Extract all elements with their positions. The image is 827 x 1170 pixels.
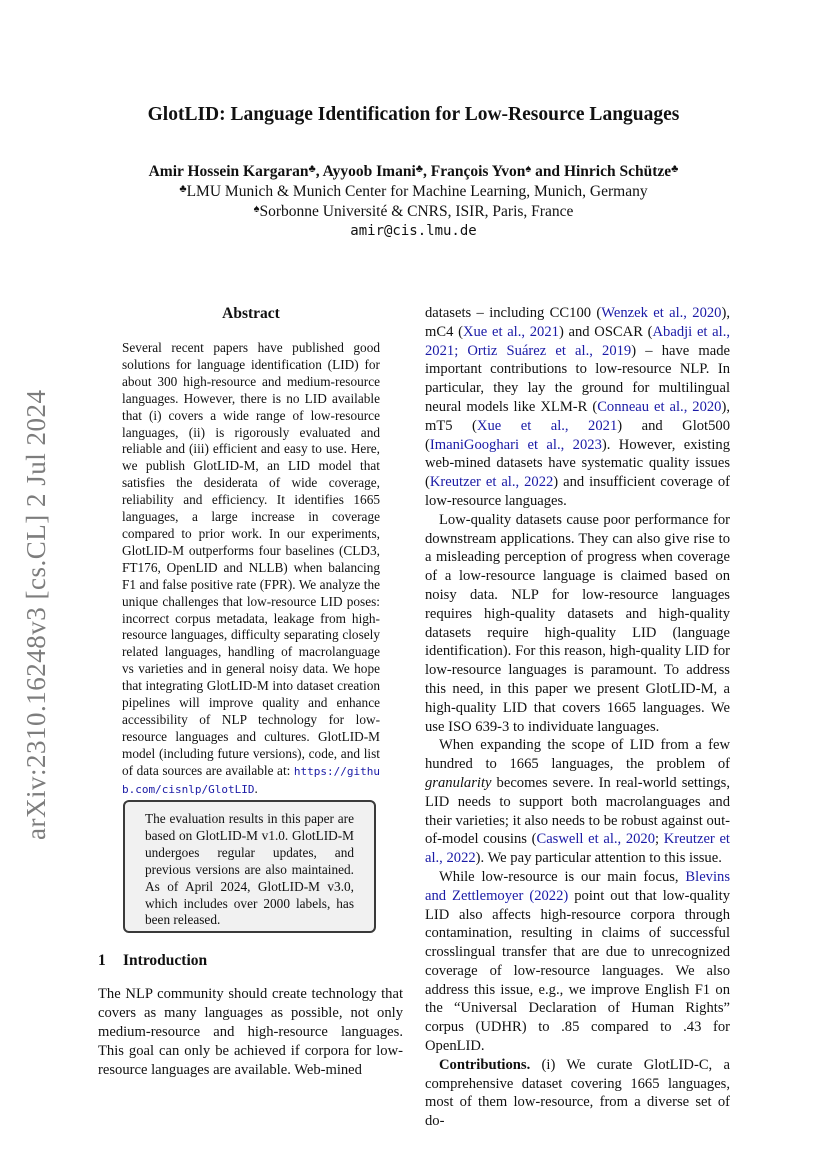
- github-link[interactable]: https://github.com/cisnlp/GlotLID: [122, 764, 380, 796]
- version-note-text: The evaluation results in this paper are based on GlotLID-M v1.0. GlotLID-M undergoes regular updates, and previous versions are also maintained. As of April 2024, GlotLID-M v3.0, which includes over 2000 labels, has been released.: [145, 811, 354, 928]
- right-column: [425, 304, 730, 1131]
- citation-link[interactable]: ImaniGooghari et al., 2023: [429, 436, 602, 453]
- author-list: Amir Hossein Kargaran♣, Ayyoob Imani♣, François Yvon♠ and Hinrich Schütze♣: [148, 163, 679, 180]
- paragraph: While low-resource is our main focus, Blevins and Zettlemoyer (2022) point out that low-quality LID also affects high-resource corpora through contamination, resulting in claims of successful crosslingual transfer that are due to unrecognized coverage of low-resource languages. We also address this issue, e.g., we improve English F1 on the “Universal Declaration of Human Rights” corpus (UDHR) to .85 compared to .43 for OpenLID.: [425, 868, 730, 1055]
- contributions-label: Contributions.: [439, 1056, 531, 1073]
- citation-link[interactable]: Xue et al., 2021: [476, 417, 618, 434]
- contact-email[interactable]: amir@cis.lmu.de: [350, 223, 477, 239]
- abstract-heading: Abstract: [222, 305, 280, 322]
- paragraph: When expanding the scope of LID from a few hundred to 1665 languages, the problem of granularity becomes severe. In real-world settings, LID needs to support both macrolanguages and their varieties; it also needs to be robust against out-of-model cousins (Caswell et al., 2020; Kreutzer et al., 2022). We pay particular attention to this issue.: [425, 737, 730, 867]
- version-note-box: [123, 800, 376, 933]
- section-title: Introduction: [123, 952, 208, 969]
- author-name: Ayyoob Imani: [322, 163, 416, 180]
- section-number: 1: [98, 952, 106, 969]
- citation-link[interactable]: Blevins and Zettlemoyer (2022): [425, 868, 730, 904]
- citation-link[interactable]: Kreutzer et al., 2022: [429, 474, 554, 491]
- author-name: Amir Hossein Kargaran: [148, 163, 309, 180]
- emphasis-term: granularity: [425, 774, 492, 791]
- citation-link[interactable]: Caswell et al., 2020: [536, 831, 656, 848]
- citation-link[interactable]: Wenzek et al., 2020: [601, 305, 722, 321]
- introduction-paragraph: The NLP community should create technology that covers as many languages as possible, not only medium-resource and high-resource languages. This goal can only be achieved if corpora for low-resource languages are available. Web-mined: [98, 986, 403, 1078]
- author-name: Hinrich Schütze: [563, 163, 672, 180]
- arxiv-id: arXiv:2310.16248v3 [cs.CL] 2 Jul 2024: [21, 389, 51, 840]
- club-symbol: ♣: [179, 183, 187, 195]
- section-heading-introduction: [98, 952, 207, 970]
- affiliation-sorbonne: ♠Sorbonne Université & CNRS, ISIR, Paris, France: [253, 203, 574, 220]
- paper-title: GlotLID: Language Identification for Low-Resource Languages: [147, 104, 680, 125]
- spade-symbol: ♠: [253, 203, 260, 215]
- citation-link[interactable]: Conneau et al., 2020: [597, 398, 722, 415]
- citation-link[interactable]: Abadji et al., 2021; Ortiz Suárez et al., 2019: [425, 323, 731, 359]
- abstract-text: Several recent papers have published good solutions for language identification (LID) for about 300 high-resource and medium-resource languages. However, there is no LID available that (i) covers a wide range of low-resource languages, (ii) is rigorously evaluated and reliable and (iii) efficient and easy to use. Here, we publish GlotLID-M, an LID model that satisfies the desiderata of wide coverage, reliability and efficiency. It identifies 1665 languages, a large increase in coverage compared to prior work. In our experiments, GlotLID-M outperforms four baselines (CLD3, FT176, OpenLID and NLLB) when balancing F1 and false positive rate (FPR). We analyze the unique challenges that low-resource LID poses: incorrect corpus metadata, leakage from high-resource languages, difficulty separating closely related languages, handling of macrolanguage vs varieties and in general noisy data. We hope that integrating GlotLID-M into dataset creation pipelines will improve quality and enhance accessibility of NLP technology for low-resource languages and cultures. GlotLID-M model (including future versions), code, and list of data sources are available at: https://github.com/cisnlp/GlotLID.: [122, 340, 380, 796]
- paragraph: Low-quality datasets cause poor performance for downstream applications. They can also give rise to a misleading perception of progress when coverage of a low-resource language is claimed based on noisy data. NLP for low-resource languages requires high-quality datasets and high-quality datasets require high-quality LID (language identification). For this reason, high-quality LID for low-resource languages is paramount. To address this need, in this paper we present GlotLID-M, a high-quality LID that covers 1665 languages. We use ISO 639-3 to individuate languages.: [425, 511, 730, 735]
- spade-symbol: ♠: [525, 163, 532, 175]
- club-symbol: ♣: [671, 163, 679, 175]
- club-symbol: ♣: [415, 163, 423, 175]
- paragraph: datasets – including CC100 (Wenzek et al., 2020), mC4 (Xue et al., 2021) and OSCAR (Abadji et al., 2021; Ortiz Suárez et al., 2019) – have made important contributions to low-resource NLP. In particular, they lay the ground for multilingual neural models like XLM-R (Conneau et al., 2020), mT5 (Xue et al., 2021) and Glot500 (ImaniGooghari et al., 2023). However, existing web-mined datasets have systematic quality issues (Kreutzer et al., 2022) and insufficient coverage of low-resource languages.: [425, 305, 731, 509]
- arxiv-sidebar-stamp: [13, 380, 61, 840]
- author-name: François Yvon: [430, 163, 526, 180]
- citation-link[interactable]: Xue et al., 2021: [462, 323, 559, 340]
- affiliation-lmu: ♣LMU Munich & Munich Center for Machine Learning, Munich, Germany: [179, 183, 648, 200]
- paragraph: Contributions. (i) We curate GlotLID-C, a comprehensive dataset covering 1665 languages, most of them low-resource, from a diverse set of do-: [425, 1056, 730, 1130]
- club-symbol: ♣: [308, 163, 316, 175]
- citation-link[interactable]: Kreutzer et al., 2022: [425, 831, 730, 867]
